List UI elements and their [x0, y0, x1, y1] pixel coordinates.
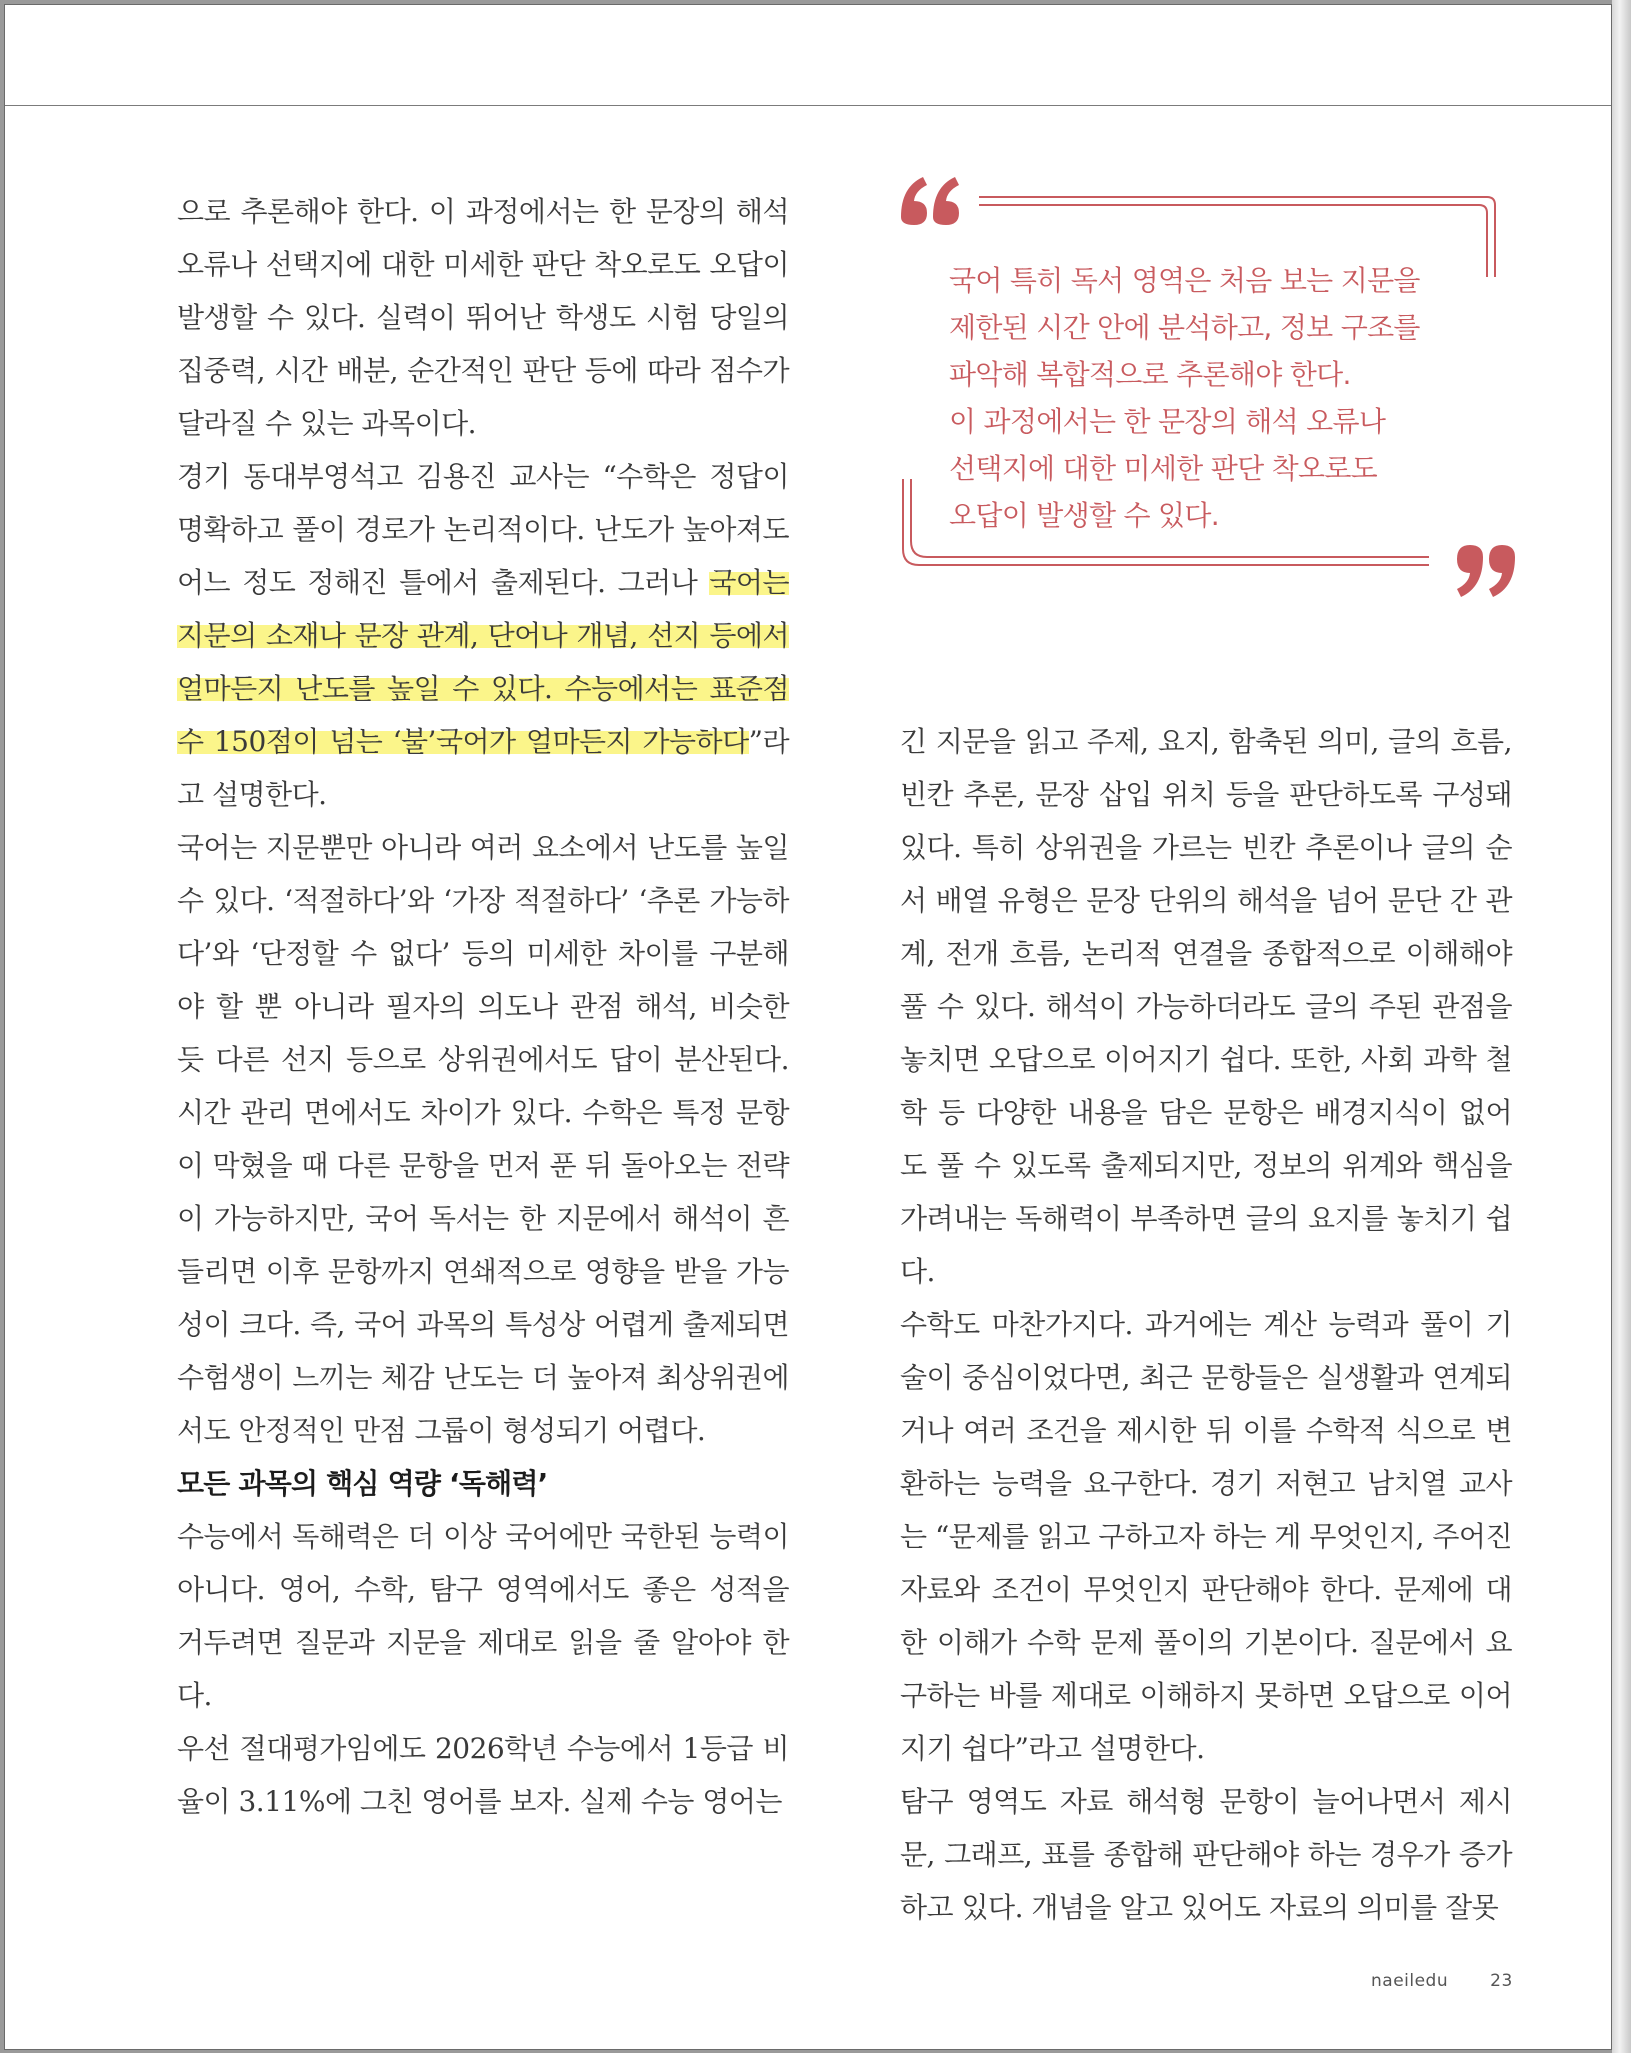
pull-quote-line: 제한된 시간 안에 분석하고, 정보 구조를: [949, 311, 1420, 344]
open-quote-icon: [901, 177, 959, 225]
pull-quote-line: 이 과정에서는 한 문장의 해석 오류나: [949, 405, 1386, 438]
page-edge: [1612, 0, 1631, 2053]
paragraph-text: 경기 동대부영석고 김용진 교사는 “수학은 정답이 명확하고 풀이 경로가 논리적이다. 난도가 높아져도 어느 정도 정해진 틀에서 출제된다. 그러나: [177, 460, 789, 599]
pull-quote-line: 국어 특히 독서 영역은 처음 보는 지문을: [949, 264, 1420, 297]
section-subheading: 모든 과목의 핵심 역량 ‘독해력’: [177, 1467, 548, 1500]
magazine-page: [4, 4, 1612, 2050]
pull-quote-line: 오답이 발생할 수 있다.: [949, 499, 1219, 532]
paragraph-with-highlight: [177, 450, 789, 821]
brand-name: naeiledu: [1371, 1971, 1449, 1991]
paragraph-text: ”라고 설명한다.: [177, 725, 789, 811]
paragraph: 으로 추론해야 한다. 이 과정에서는 한 문장의 해석 오류나 선택지에 대한 미세한 판단 착오로도 오답이 발생할 수 있다. 실력이 뛰어난 학생도 시험 당일의 집중력, 시간 배분, 순간적인 판단 등에 따라 점수가 달라질 수 있는 과목이다.: [177, 195, 789, 440]
page-footer: [1371, 1971, 1513, 1991]
close-quote-icon: [1457, 545, 1515, 597]
paragraph: 수학도 마찬가지다. 과거에는 계산 능력과 풀이 기술이 중심이었다면, 최근 문항들은 실생활과 연계되거나 여러 조건을 제시한 뒤 이를 수학적 식으로 변환하는 능력을 요구한다. 경기 저현고 남치열 교사는 “문제를 읽고 구하고자 하는 게 무엇인지, 주어진 자료와 조건이 무엇인지 판단해야 한다. 문제에 대한 이해가 수학 문제 풀이의 기본이다. 질문에서 요구하는 바를 제대로 이해하지 못하면 오답으로 이어지기 쉽다”라고 설명한다.: [900, 1308, 1512, 1765]
right-column: [900, 715, 1512, 1934]
pull-quote-line: 파악해 복합적으로 추론해야 한다.: [949, 358, 1351, 391]
pull-quote: [897, 173, 1517, 623]
paragraph: 우선 절대평가임에도 2026학년 수능에서 1등급 비율이 3.11%에 그친 영어를 보자. 실제 수능 영어는: [177, 1732, 789, 1818]
highlighted-text: 국어는 지문의 소재나 문장 관계, 단어나 개념, 선지 등에서 얼마든지 난도를 높일 수 있다. 수능에서는 표준점수 150점이 넘는 ‘불’국어가 얼마든지 가능하다: [177, 566, 789, 758]
pull-quote-text: [949, 257, 1469, 539]
left-column: [177, 185, 789, 1828]
header-rule: [5, 105, 1611, 106]
paragraph: 수능에서 독해력은 더 이상 국어에만 국한된 능력이 아니다. 영어, 수학, 탐구 영역에서도 좋은 성적을 거두려면 질문과 지문을 제대로 읽을 줄 알아야 한다.: [177, 1520, 789, 1712]
pull-quote-line: 선택지에 대한 미세한 판단 착오로도: [949, 452, 1378, 485]
page-number: 23: [1490, 1971, 1513, 1991]
paragraph: 국어는 지문뿐만 아니라 여러 요소에서 난도를 높일 수 있다. ‘적절하다’와 ‘가장 적절하다’ ‘추론 가능하다’와 ‘단정할 수 없다’ 등의 미세한 차이를 구분해야 할 뿐 아니라 필자의 의도나 관점 해석, 비슷한 듯 다른 선지 등으로 상위권에서도 답이 분산된다. 시간 관리 면에서도 차이가 있다. 수학은 특정 문항이 막혔을 때 다른 문항을 먼저 푼 뒤 돌아오는 전략이 가능하지만, 국어 독서는 한 지문에서 해석이 흔들리면 이후 문항까지 연쇄적으로 영향을 받을 가능성이 크다. 즉, 국어 과목의 특성상 어렵게 출제되면 수험생이 느끼는 체감 난도는 더 높아져 최상위권에서도 안정적인 만점 그룹이 형성되기 어렵다.: [177, 831, 789, 1447]
paragraph: 탐구 영역도 자료 해석형 문항이 늘어나면서 제시문, 그래프, 표를 종합해 판단해야 하는 경우가 증가하고 있다. 개념을 알고 있어도 자료의 의미를 잘못: [900, 1785, 1512, 1924]
paragraph: 긴 지문을 읽고 주제, 요지, 함축된 의미, 글의 흐름, 빈칸 추론, 문장 삽입 위치 등을 판단하도록 구성돼 있다. 특히 상위권을 가르는 빈칸 추론이나 글의 순서 배열 유형은 문장 단위의 해석을 넘어 문단 간 관계, 전개 흐름, 논리적 연결을 종합적으로 이해해야 풀 수 있다. 해석이 가능하더라도 글의 주된 관점을 놓치면 오답으로 이어지기 쉽다. 또한, 사회 과학 철학 등 다양한 내용을 담은 문항은 배경지식이 없어도 풀 수 있도록 출제되지만, 정보의 위계와 핵심을 가려내는 독해력이 부족하면 글의 요지를 놓치기 쉽다.: [900, 725, 1512, 1288]
